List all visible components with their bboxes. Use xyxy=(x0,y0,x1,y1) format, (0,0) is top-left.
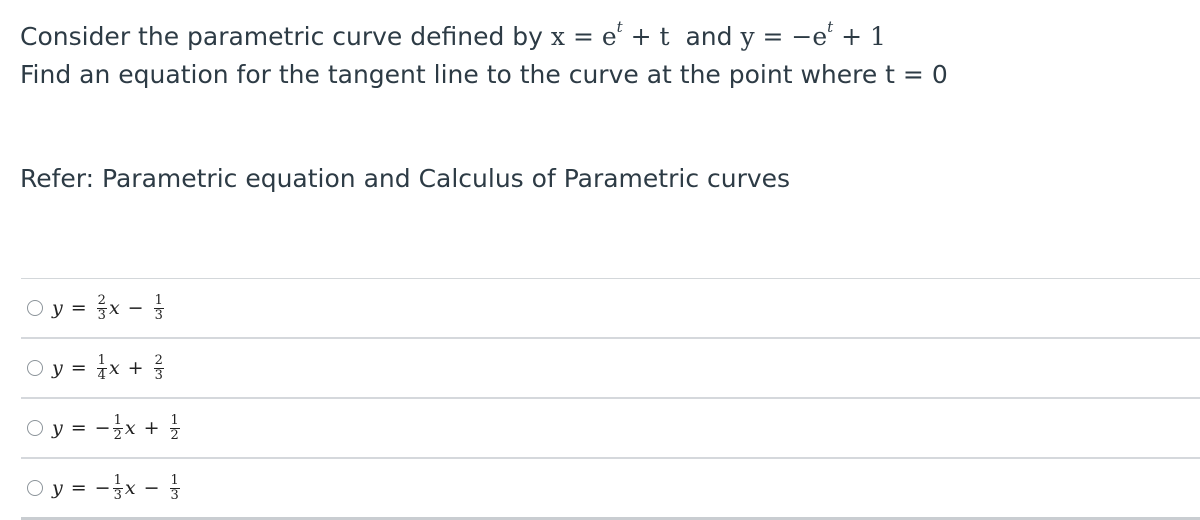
constant-fraction: $\frac{1}{2}$ xyxy=(170,412,179,443)
radio-button[interactable] xyxy=(27,480,43,496)
answer-option-3[interactable] xyxy=(21,399,1200,459)
radio-button[interactable] xyxy=(27,300,43,316)
coefficient-fraction: $\frac{2}{3}$ xyxy=(97,292,106,323)
question-prefix: Consider the parametric curve defined by xyxy=(20,22,551,51)
answer-list xyxy=(21,278,1200,520)
answer-formula: y = − $\frac{1}{3}$ x − $\frac{1}{3}$ xyxy=(52,472,179,503)
answer-option-1[interactable] xyxy=(21,279,1200,339)
answer-formula: y = $\frac{1}{4}$ x + $\frac{2}{3}$ xyxy=(52,352,163,383)
question-text xyxy=(20,18,948,94)
constant-fraction: $\frac{2}{3}$ xyxy=(154,352,163,383)
radio-button[interactable] xyxy=(27,420,43,436)
and-text: and xyxy=(669,22,741,51)
answer-option-2[interactable] xyxy=(21,339,1200,399)
coefficient-fraction: $\frac{1}{2}$ xyxy=(113,412,122,443)
question-line-2: Find an equation for the tangent line to the curve at the point where t = 0 xyxy=(20,60,948,89)
answer-formula: y = − $\frac{1}{2}$ x + $\frac{1}{2}$ xyxy=(52,412,179,443)
y-definition: $y = -e^t + 1$ xyxy=(740,18,886,51)
question-line-1 xyxy=(20,18,948,56)
x-definition: $x = e^t + t$ xyxy=(550,18,670,51)
radio-button[interactable] xyxy=(27,360,43,376)
coefficient-fraction: $\frac{1}{4}$ xyxy=(97,352,106,383)
answer-option-4[interactable] xyxy=(21,459,1200,520)
constant-fraction: $\frac{1}{3}$ xyxy=(154,292,163,323)
coefficient-fraction: $\frac{1}{3}$ xyxy=(113,472,122,503)
answer-formula: y = $\frac{2}{3}$ x − $\frac{1}{3}$ xyxy=(52,292,163,323)
constant-fraction: $\frac{1}{3}$ xyxy=(170,472,179,503)
refer-text: Refer: Parametric equation and Calculus of Parametric curves xyxy=(20,164,791,193)
